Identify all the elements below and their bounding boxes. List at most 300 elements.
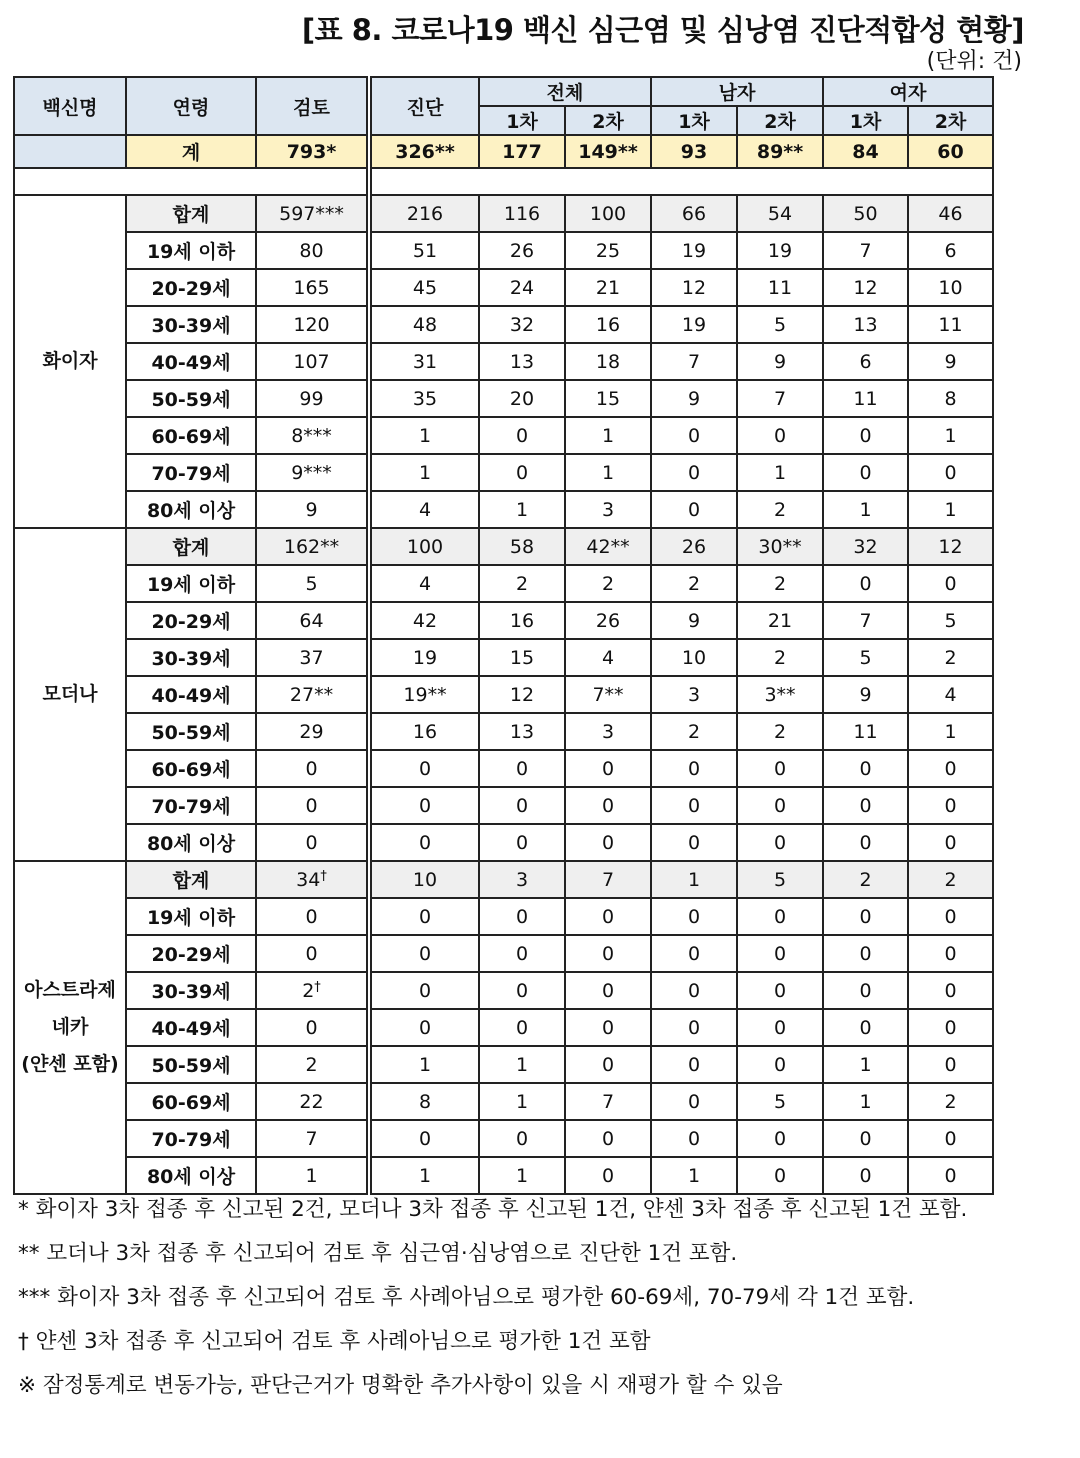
header-total-dose2: 2차 — [565, 106, 651, 135]
footnote: ※ 잠정통계로 변동가능, 판단근거가 명확한 추가사항이 있을 시 재평가 할 수 있음 — [18, 1373, 783, 1398]
cell-male-2: 0 — [737, 1009, 823, 1046]
cell-total-2: 100 — [565, 195, 651, 232]
cell-male-1: 0 — [651, 454, 737, 491]
cell-male-2: 21 — [737, 602, 823, 639]
cell-total-2: 0 — [565, 1009, 651, 1046]
cell-total-2: 3 — [565, 491, 651, 528]
cell-total-1: 15 — [479, 639, 565, 676]
cell-total-2: 7 — [565, 861, 651, 898]
footnote: † 얀센 3차 접종 후 신고되어 검토 후 사례아님으로 평가한 1건 포함 — [18, 1329, 651, 1354]
cell-total-1: 1 — [479, 491, 565, 528]
cell-total-1: 0 — [479, 1120, 565, 1157]
cell-male-2: 0 — [737, 750, 823, 787]
cell-female-1: 1 — [823, 1046, 908, 1083]
cell-diagnosis: 100 — [369, 528, 479, 565]
cell-review: 22 — [256, 1083, 369, 1120]
cell-male-1: 7 — [651, 343, 737, 380]
cell-male-2: 0 — [737, 1120, 823, 1157]
cell-review: 7 — [256, 1120, 369, 1157]
cell-male-2: 1 — [737, 454, 823, 491]
cell-total-2: 4 — [565, 639, 651, 676]
cell-male-1: 9 — [651, 380, 737, 417]
cell-total-2: 26 — [565, 602, 651, 639]
cell-review: 0 — [256, 1009, 369, 1046]
cell-total-1: 16 — [479, 602, 565, 639]
age-group: 20-29세 — [126, 602, 256, 639]
cell-review: 0 — [256, 787, 369, 824]
cell-male-2: 0 — [737, 898, 823, 935]
cell-male-1: 2 — [651, 565, 737, 602]
cell-total-2: 1 — [565, 417, 651, 454]
vaccine-name-line: 네카 — [51, 1016, 89, 1038]
header-vaccine: 백신명 — [14, 77, 126, 135]
header-age: 연령 — [126, 77, 256, 135]
unit-label: (단위: 건) — [926, 49, 1022, 74]
table-row — [14, 676, 993, 713]
subtotal-label: 합계 — [126, 861, 256, 898]
cell-female-1: 11 — [823, 713, 908, 750]
cell-review: 99 — [256, 380, 369, 417]
cell-female-2: 0 — [908, 1009, 993, 1046]
age-group: 19세 이하 — [126, 232, 256, 269]
cell-diagnosis: 4 — [369, 491, 479, 528]
cell-female-1: 32 — [823, 528, 908, 565]
cell-female-2: 46 — [908, 195, 993, 232]
cell-total-1: 12 — [479, 676, 565, 713]
footnote: * 화이자 3차 접종 후 신고된 2건, 모더나 3차 접종 후 신고된 1건, 얀센 3차 접종 후 신고된 1건 포함. — [18, 1197, 968, 1222]
table-row — [14, 898, 993, 935]
cell-female-1: 0 — [823, 1009, 908, 1046]
cell-diagnosis: 216 — [369, 195, 479, 232]
table-row — [14, 269, 993, 306]
cell-total-2: 0 — [565, 1120, 651, 1157]
cell-male-2: 0 — [737, 935, 823, 972]
cell-female-1: 13 — [823, 306, 908, 343]
cell-male-2: 5 — [737, 1083, 823, 1120]
cell-total-2: 0 — [565, 824, 651, 861]
cell-total-1: 26 — [479, 232, 565, 269]
age-group: 20-29세 — [126, 269, 256, 306]
cell-male-1: 1 — [651, 861, 737, 898]
cell-female-2: 1 — [908, 491, 993, 528]
cell-diagnosis: 19** — [369, 676, 479, 713]
cell-total-2: 0 — [565, 750, 651, 787]
age-group: 80세 이상 — [126, 824, 256, 861]
cell-male-1: 0 — [651, 972, 737, 1009]
cell-total-1: 0 — [479, 417, 565, 454]
cell-total-2: 16 — [565, 306, 651, 343]
cell-diagnosis: 35 — [369, 380, 479, 417]
table-row — [14, 1046, 993, 1083]
cell-female-1: 0 — [823, 454, 908, 491]
cell-female-1: 0 — [823, 1157, 908, 1194]
cell-diagnosis: 1 — [369, 417, 479, 454]
cell-female-1: 6 — [823, 343, 908, 380]
cell-female-2: 5 — [908, 602, 993, 639]
table-row — [14, 713, 993, 750]
cell-total-2: 0 — [565, 1046, 651, 1083]
cell-review: 29 — [256, 713, 369, 750]
age-group: 40-49세 — [126, 676, 256, 713]
cell-female-1: 0 — [823, 972, 908, 1009]
grand-total-female-1: 84 — [823, 135, 908, 168]
header-total-dose1: 1차 — [479, 106, 565, 135]
cell-total-2: 0 — [565, 935, 651, 972]
cell-female-1: 12 — [823, 269, 908, 306]
table-row — [14, 232, 993, 269]
cell-diagnosis: 16 — [369, 713, 479, 750]
cell-female-2: 0 — [908, 1157, 993, 1194]
table-row — [14, 602, 993, 639]
cell-total-2: 42** — [565, 528, 651, 565]
table-row — [14, 787, 993, 824]
cell-review: 107 — [256, 343, 369, 380]
cell-total-2: 7 — [565, 1083, 651, 1120]
cell-male-1: 66 — [651, 195, 737, 232]
cell-male-1: 0 — [651, 1046, 737, 1083]
age-group: 50-59세 — [126, 713, 256, 750]
cell-male-2: 0 — [737, 787, 823, 824]
table-row — [14, 824, 993, 861]
cell-review: 0 — [256, 824, 369, 861]
grand-total-female-2: 60 — [908, 135, 993, 168]
cell-male-1: 26 — [651, 528, 737, 565]
header-male: 남자 — [651, 77, 823, 106]
grand-total-total-1: 177 — [479, 135, 565, 168]
grand-total-total-2: 149** — [565, 135, 651, 168]
cell-female-1: 1 — [823, 1083, 908, 1120]
cell-review: 64 — [256, 602, 369, 639]
cell-total-1: 1 — [479, 1083, 565, 1120]
cell-male-1: 0 — [651, 824, 737, 861]
cell-male-2: 2 — [737, 639, 823, 676]
footnotes — [18, 1188, 1028, 1408]
cell-male-2: 0 — [737, 824, 823, 861]
cell-diagnosis: 0 — [369, 935, 479, 972]
table-row — [14, 454, 993, 491]
age-group: 80세 이상 — [126, 491, 256, 528]
cell-female-2: 0 — [908, 824, 993, 861]
cell-total-1: 116 — [479, 195, 565, 232]
cell-male-2: 5 — [737, 306, 823, 343]
cell-female-2: 0 — [908, 565, 993, 602]
cell-male-1: 10 — [651, 639, 737, 676]
table-row — [14, 1083, 993, 1120]
cell-review: 162** — [256, 528, 369, 565]
header-male-dose2: 2차 — [737, 106, 823, 135]
cell-female-1: 0 — [823, 935, 908, 972]
cell-total-2: 0 — [565, 972, 651, 1009]
vaccine-name: 화이자 — [14, 195, 126, 528]
cell-male-1: 0 — [651, 1120, 737, 1157]
cell-female-2: 0 — [908, 972, 993, 1009]
cell-total-1: 0 — [479, 972, 565, 1009]
cell-diagnosis: 42 — [369, 602, 479, 639]
cell-total-2: 1 — [565, 454, 651, 491]
cell-female-1: 2 — [823, 861, 908, 898]
cell-total-2: 7** — [565, 676, 651, 713]
age-group: 50-59세 — [126, 380, 256, 417]
header-female: 여자 — [823, 77, 993, 106]
cell-female-1: 5 — [823, 639, 908, 676]
header-total: 전체 — [479, 77, 651, 106]
cell-total-1: 2 — [479, 565, 565, 602]
age-group: 40-49세 — [126, 343, 256, 380]
cell-total-1: 0 — [479, 1009, 565, 1046]
cell-total-2: 18 — [565, 343, 651, 380]
cell-diagnosis: 0 — [369, 898, 479, 935]
vaccine-name — [14, 861, 126, 1194]
spacer-row — [14, 168, 369, 195]
table-row — [14, 565, 993, 602]
cell-diagnosis: 45 — [369, 269, 479, 306]
cell-female-1: 11 — [823, 380, 908, 417]
table-row — [14, 417, 993, 454]
cell-diagnosis: 51 — [369, 232, 479, 269]
cell-male-1: 3 — [651, 676, 737, 713]
cell-diagnosis: 4 — [369, 565, 479, 602]
subtotal-label: 합계 — [126, 195, 256, 232]
vaccine-name: 모더나 — [14, 528, 126, 861]
cell-total-2: 15 — [565, 380, 651, 417]
cell-male-1: 19 — [651, 306, 737, 343]
cell-review: 0 — [256, 898, 369, 935]
cell-diagnosis: 19 — [369, 639, 479, 676]
cell-total-1: 3 — [479, 861, 565, 898]
header-female-dose2: 2차 — [908, 106, 993, 135]
cell-review: 2 — [256, 1046, 369, 1083]
grand-total-diagnosis: 326** — [369, 135, 479, 168]
table-row — [14, 343, 993, 380]
cell-diagnosis: 48 — [369, 306, 479, 343]
cell-male-2: 11 — [737, 269, 823, 306]
age-group: 70-79세 — [126, 787, 256, 824]
cell-review: 34† — [256, 861, 369, 898]
table-row — [14, 750, 993, 787]
table-row — [14, 935, 993, 972]
cell-total-2: 2 — [565, 565, 651, 602]
cell-review: 1 — [256, 1157, 369, 1194]
cell-total-2: 0 — [565, 1157, 651, 1194]
cell-female-2: 2 — [908, 1083, 993, 1120]
cell-total-1: 0 — [479, 824, 565, 861]
cell-diagnosis: 0 — [369, 824, 479, 861]
cell-female-2: 2 — [908, 639, 993, 676]
grand-total-male-2: 89** — [737, 135, 823, 168]
vaccine-name-line: 아스트라제 — [24, 979, 116, 1001]
cell-female-1: 7 — [823, 232, 908, 269]
cell-total-1: 13 — [479, 343, 565, 380]
table-row — [14, 1120, 993, 1157]
table-row — [14, 195, 993, 232]
cell-female-2: 0 — [908, 454, 993, 491]
cell-total-1: 0 — [479, 750, 565, 787]
cell-review: 597*** — [256, 195, 369, 232]
cell-total-1: 20 — [479, 380, 565, 417]
cell-diagnosis: 0 — [369, 750, 479, 787]
cell-female-1: 1 — [823, 491, 908, 528]
table-row — [14, 306, 993, 343]
cell-total-1: 0 — [479, 454, 565, 491]
cell-review: 165 — [256, 269, 369, 306]
cell-female-1: 9 — [823, 676, 908, 713]
age-group: 30-39세 — [126, 306, 256, 343]
cell-total-1: 58 — [479, 528, 565, 565]
cell-diagnosis: 0 — [369, 1009, 479, 1046]
cell-male-2: 30** — [737, 528, 823, 565]
cell-total-2: 21 — [565, 269, 651, 306]
age-group: 30-39세 — [126, 972, 256, 1009]
cell-female-1: 50 — [823, 195, 908, 232]
cell-male-2: 0 — [737, 1046, 823, 1083]
cell-female-2: 1 — [908, 713, 993, 750]
cell-total-1: 0 — [479, 787, 565, 824]
cell-male-1: 0 — [651, 491, 737, 528]
cell-male-1: 9 — [651, 602, 737, 639]
age-group: 60-69세 — [126, 750, 256, 787]
cell-female-1: 0 — [823, 750, 908, 787]
cell-female-1: 0 — [823, 787, 908, 824]
grand-total-review: 793* — [256, 135, 369, 168]
cell-female-1: 0 — [823, 898, 908, 935]
cell-review: 9*** — [256, 454, 369, 491]
cell-male-2: 0 — [737, 417, 823, 454]
age-group: 70-79세 — [126, 454, 256, 491]
header-male-dose1: 1차 — [651, 106, 737, 135]
cell-female-2: 0 — [908, 1046, 993, 1083]
age-group: 70-79세 — [126, 1120, 256, 1157]
header-female-dose1: 1차 — [823, 106, 908, 135]
cell-female-2: 2 — [908, 861, 993, 898]
cell-total-1: 13 — [479, 713, 565, 750]
cell-male-2: 5 — [737, 861, 823, 898]
cell-review: 5 — [256, 565, 369, 602]
age-group: 80세 이상 — [126, 1157, 256, 1194]
grand-total-label: 계 — [126, 135, 256, 168]
age-group: 40-49세 — [126, 1009, 256, 1046]
cell-male-1: 0 — [651, 1009, 737, 1046]
table-row — [14, 528, 993, 565]
cell-review: 27** — [256, 676, 369, 713]
cell-diagnosis: 0 — [369, 972, 479, 1009]
cell-diagnosis: 31 — [369, 343, 479, 380]
cell-review: 2† — [256, 972, 369, 1009]
vaccine-name-line: (얀센 포함) — [21, 1053, 119, 1075]
cell-diagnosis: 1 — [369, 454, 479, 491]
cell-diagnosis: 1 — [369, 1157, 479, 1194]
cell-total-1: 32 — [479, 306, 565, 343]
age-group: 60-69세 — [126, 1083, 256, 1120]
cell-female-2: 0 — [908, 898, 993, 935]
cell-review: 8*** — [256, 417, 369, 454]
table-row — [14, 380, 993, 417]
subtotal-label: 합계 — [126, 528, 256, 565]
cell-total-1: 24 — [479, 269, 565, 306]
cell-female-2: 0 — [908, 1120, 993, 1157]
cell-total-2: 25 — [565, 232, 651, 269]
header-review: 검토 — [256, 77, 369, 135]
cell-male-2: 2 — [737, 713, 823, 750]
cell-male-1: 0 — [651, 750, 737, 787]
cell-diagnosis: 1 — [369, 1046, 479, 1083]
cell-review: 0 — [256, 750, 369, 787]
cell-male-1: 0 — [651, 787, 737, 824]
cell-male-1: 0 — [651, 898, 737, 935]
cell-review: 120 — [256, 306, 369, 343]
cell-male-2: 2 — [737, 491, 823, 528]
cell-male-1: 0 — [651, 417, 737, 454]
cell-female-2: 6 — [908, 232, 993, 269]
cell-review: 37 — [256, 639, 369, 676]
cell-male-2: 54 — [737, 195, 823, 232]
cell-female-2: 0 — [908, 935, 993, 972]
cell-female-2: 11 — [908, 306, 993, 343]
age-group: 30-39세 — [126, 639, 256, 676]
cell-male-2: 9 — [737, 343, 823, 380]
cell-total-1: 1 — [479, 1046, 565, 1083]
cell-female-2: 4 — [908, 676, 993, 713]
cell-diagnosis: 10 — [369, 861, 479, 898]
cell-female-2: 1 — [908, 417, 993, 454]
header-diagnosis: 진단 — [369, 77, 479, 135]
cell-male-1: 1 — [651, 1157, 737, 1194]
cell-male-2: 0 — [737, 1157, 823, 1194]
cell-total-1: 0 — [479, 935, 565, 972]
footnote: ** 모더나 3차 접종 후 신고되어 검토 후 심근염·심낭염으로 진단한 1건 포함. — [18, 1241, 738, 1266]
cell-total-2: 0 — [565, 787, 651, 824]
cell-female-1: 0 — [823, 824, 908, 861]
cell-female-1: 0 — [823, 565, 908, 602]
age-group: 60-69세 — [126, 417, 256, 454]
cell-total-1: 1 — [479, 1157, 565, 1194]
age-group: 19세 이하 — [126, 898, 256, 935]
cell-male-2: 7 — [737, 380, 823, 417]
table-title: [표 8. 코로나19 백신 심근염 및 심낭염 진단적합성 현황] — [301, 13, 1024, 47]
table-row — [14, 639, 993, 676]
table-row — [14, 1009, 993, 1046]
myocarditis-table — [13, 76, 994, 1195]
cell-female-1: 7 — [823, 602, 908, 639]
table-row — [14, 861, 993, 898]
cell-male-1: 0 — [651, 1083, 737, 1120]
cell-female-2: 12 — [908, 528, 993, 565]
cell-female-2: 9 — [908, 343, 993, 380]
cell-total-1: 0 — [479, 898, 565, 935]
age-group: 19세 이하 — [126, 565, 256, 602]
cell-diagnosis: 0 — [369, 787, 479, 824]
cell-male-2: 0 — [737, 972, 823, 1009]
cell-male-2: 2 — [737, 565, 823, 602]
cell-review: 9 — [256, 491, 369, 528]
cell-male-1: 2 — [651, 713, 737, 750]
cell-female-1: 0 — [823, 1120, 908, 1157]
cell-male-2: 19 — [737, 232, 823, 269]
cell-female-1: 0 — [823, 417, 908, 454]
cell-review: 80 — [256, 232, 369, 269]
cell-total-2: 3 — [565, 713, 651, 750]
table-row — [14, 491, 993, 528]
cell-male-1: 19 — [651, 232, 737, 269]
grand-total-male-1: 93 — [651, 135, 737, 168]
table-row — [14, 972, 993, 1009]
cell-review: 0 — [256, 935, 369, 972]
cell-diagnosis: 8 — [369, 1083, 479, 1120]
footnote: *** 화이자 3차 접종 후 신고되어 검토 후 사례아님으로 평가한 60-69세, 70-79세 각 1건 포함. — [18, 1285, 915, 1310]
age-group: 20-29세 — [126, 935, 256, 972]
cell-total-2: 0 — [565, 898, 651, 935]
cell-diagnosis: 0 — [369, 1120, 479, 1157]
age-group: 50-59세 — [126, 1046, 256, 1083]
